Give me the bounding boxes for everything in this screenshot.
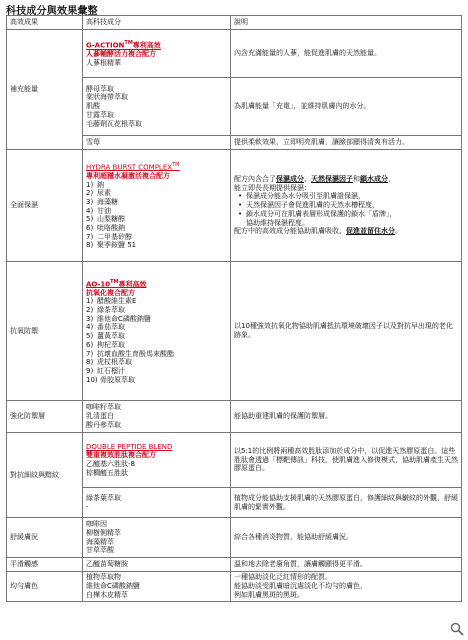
list-item: 2) 綠茶萃取 [86, 306, 125, 315]
ao10-list [86, 297, 227, 384]
category-smooth: 平滑觸感 [7, 558, 83, 572]
table-row [7, 30, 462, 78]
list-item: 5) 薑黃萃取 [86, 332, 125, 341]
list-item: 6) 吡咯酸鈉 [86, 224, 125, 233]
ingredient-cell [83, 401, 231, 433]
description-cell: 溫和地去除老廢角質，讓膚觸顯得更平滑。 [231, 558, 462, 572]
description-cell: 能協助重建肌膚的保護防禦層。 [231, 401, 462, 433]
ingredient-cell [83, 518, 231, 558]
ingredient-cell [83, 30, 231, 78]
hydra-desc-line2: 能立即長長期提供保濕： [234, 183, 311, 192]
list-item: 7) 抗壞血酸生育酚馬來酸酯 [86, 349, 174, 358]
category-hydrate: 全面保濕 [7, 150, 83, 262]
gaction-name: G-ACTION [86, 41, 125, 50]
description-cell: 為肌膚能量「充電」，並維持肌膚內的水分。 [231, 78, 462, 136]
description-cell [231, 572, 462, 602]
hydra-subtitle: 專利超穩水凝激活複合配方 [86, 171, 170, 180]
description-cell: 以5:1的比例將兩種高效胜肽添加於成分中，以促進天然膠原蛋白。這些胜肽會透過「標靶傳訊」科技，使肌膚進入修復模式，協助肌膚產生天然膠原蛋白。 [231, 433, 462, 488]
gaction-ingredient: 人蔘根精華 [86, 59, 121, 68]
description-cell: 植物成分能協助支援肌膚的天然膠原蛋白，修護細紋與皺紋的外觀，舒緩肌膚的緊實外觀。 [231, 488, 462, 518]
category-wrinkle: 對抗細紋與黯紋 [7, 433, 83, 518]
list-item: 9) 紅石榴汁 [86, 366, 125, 375]
list-item: 乳清蛋白 [86, 412, 114, 421]
category-soothe: 舒緩膚況 [7, 518, 83, 558]
hydra-name: HYDRA BURST COMPLEX [86, 163, 173, 172]
peptide-subtitle: 雙重複效胜肽複合配方 [86, 451, 156, 460]
list-item: - [86, 502, 89, 511]
table-row [7, 572, 462, 602]
ingredient-cell [83, 78, 231, 136]
tm-mark: TM [172, 161, 180, 168]
tm-mark: TM [124, 40, 133, 47]
list-item: 乙醯基六胜肽-8 [86, 460, 135, 468]
description-cell: 提供柔軟效果，立即明亮肌膚，讓臉部顯得清爽有活力。 [231, 136, 462, 150]
ingredient-cell [83, 433, 231, 488]
peptide-title: DOUBLE PEPTIDE BLEND [86, 442, 173, 451]
list-item: 5) 山梨糖醇 [86, 215, 125, 224]
ao10-title: AO-10™專利高效 [86, 278, 147, 288]
table-row [7, 262, 462, 401]
tone-desc-line: 能協助淡受肌膚暗沉處淡化不均勻的膚色， [234, 582, 367, 591]
list-item: • 保濕成分能為水分吸引至肌膚證保濕， [246, 192, 458, 201]
hydra-desc-end: 配方中的高效成分能協助肌膚吸收、促進並留住水分。 [234, 227, 402, 236]
ingredient-cell [83, 572, 231, 602]
description-cell: 綜合各種消炎物質，能協助舒緩膚況。 [231, 518, 462, 558]
list-item: 酵母萃取 [86, 84, 114, 93]
hydra-desc-intro: 配方內含合了保濕成分、天然保濕因子和鎖水成分， [234, 175, 395, 184]
list-item: 3) 海藻糖 [86, 197, 118, 206]
list-item: 6) 枸杞萃取 [86, 340, 125, 349]
list-item: 柳樹側精萃 [86, 528, 121, 537]
list-item: 10) 骨胶原萃取 [86, 375, 135, 384]
table-row [7, 401, 462, 433]
table-row [7, 433, 462, 488]
page-title: 科技成分與效果彙整 [6, 6, 98, 17]
ao10-subtitle: 抗氧化複合配方 [86, 288, 135, 297]
list-item: 白樺木皮精萃 [86, 590, 128, 599]
list-item: 1) 鈉 [86, 180, 104, 189]
description-cell: 內含充滿能量的人蔘，能促進肌膚的天然能量。 [231, 30, 462, 78]
tone-desc-line: 一種協助淡化泛紅情形的配質。 [234, 573, 332, 582]
list-item: 酸丹參萃取 [86, 420, 121, 429]
gaction-subtitle: 人蔘輔酵活力複合配方 [86, 50, 156, 59]
gaction-tail: 專利高效 [132, 41, 161, 50]
list-item: 甘草萃酸 [86, 546, 114, 555]
list-item: 海藻精萃 [86, 537, 114, 546]
category-tone: 均勻膚色 [7, 572, 83, 602]
ingredient-cell [83, 262, 231, 401]
ingredient-cell: 雪苺 [83, 136, 231, 150]
list-item: 植物萃取物 [86, 573, 121, 582]
header-effect: 高效成果 [7, 16, 83, 30]
list-item: 咖啡籽萃取 [86, 403, 121, 412]
list-item: 肌酸 [86, 102, 100, 111]
hydra-list [86, 181, 227, 251]
list-item: 8) 虎杖根萃取 [86, 358, 132, 367]
ingredients-table [6, 15, 462, 602]
description-cell [231, 150, 462, 262]
list-item: 4) 甘油 [86, 206, 111, 215]
zoom-icon[interactable] [450, 622, 464, 636]
category-replenish: 補充能量 [7, 30, 83, 150]
hydra-bullets [234, 192, 458, 218]
table-header-row [7, 16, 462, 30]
list-item: 棕櫚醯五胜肽 [86, 468, 128, 477]
category-antiage: 抗氧防禦 [7, 262, 83, 401]
list-item: 3) 維他命C磷酸鈉鹽 [86, 314, 151, 323]
table-row [7, 558, 462, 572]
hydra-title [86, 161, 227, 172]
tone-desc-line: 例如肌膚黑斑的黑斑。 [234, 590, 304, 599]
list-item: 毛藤劑瓦花根萃取 [86, 119, 142, 128]
ingredient-cell [83, 150, 231, 262]
list-item: • 鎖水成分可在肌膚表層形成保護的鎖水「盾牌」， [246, 210, 458, 219]
list-item: 8) 聚季銨鹽 51 [86, 241, 137, 250]
description-cell: 以10種強效抗氧化物協助肌膚抵抗環境破壞因子以及對抗早出現的老化跡象。 [231, 262, 462, 401]
ingredient-cell: 乙醯苗萄糖胺 [83, 558, 231, 572]
hydra-bullet-cont: 協助維持保濕程度。 [246, 218, 309, 227]
gaction-title [86, 39, 227, 50]
ingredient-cell [83, 488, 231, 518]
list-item: • 天然保濕因子會促進肌膚的天然水槽程度， [246, 201, 458, 210]
list-item: 1) 醋酸維生素E [86, 297, 137, 306]
header-ingredients: 高科技成分 [83, 16, 231, 30]
list-item: 4) 番茄萃取 [86, 323, 125, 332]
table-row [7, 518, 462, 558]
list-item: 維他命C磷酸鈉鹽 [86, 582, 140, 591]
list-item: 綠茶葉萃取 [86, 493, 121, 502]
list-item: 7) 二甲基矽醇 [86, 232, 132, 241]
category-defense: 強化防禦層 [7, 401, 83, 433]
table-row [7, 150, 462, 262]
list-item: 咖啡因 [86, 520, 107, 529]
header-description: 說明 [231, 16, 462, 30]
list-item: 2) 尿素 [86, 189, 111, 198]
list-item: 甘露萃取 [86, 110, 114, 119]
list-item: 棠狀海帶萃取 [86, 93, 128, 102]
